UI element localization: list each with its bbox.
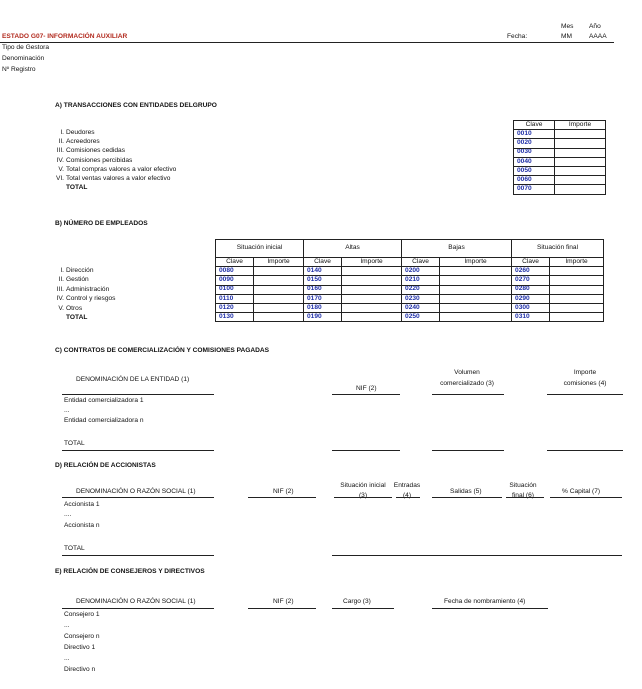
entidad-row: Entidad comercializadora 1: [64, 397, 144, 404]
importe-cell[interactable]: [555, 148, 606, 157]
clave-cell: 0010: [514, 130, 555, 139]
clave-cell: 0270: [512, 276, 550, 285]
table-row: [216, 285, 604, 294]
rule: [62, 497, 214, 498]
row-label: Acreedores: [66, 138, 100, 146]
total-label: TOTAL: [64, 545, 85, 552]
col-volumen-header: Volumen comercializado (3): [440, 369, 494, 387]
rule: [547, 394, 623, 395]
clave-cell: 0190: [304, 313, 342, 322]
clave-cell: 0110: [216, 294, 254, 303]
total-label: TOTAL: [64, 440, 85, 447]
clave-cell: 0230: [402, 294, 440, 303]
entidad-row: ...: [64, 407, 70, 414]
importe-cell[interactable]: [550, 285, 604, 294]
denominacion-label: Denominación: [2, 55, 45, 62]
consejero-row: ...: [64, 622, 70, 629]
page-title: ESTADO G07- INFORMACIÓN AUXILIAR: [2, 33, 128, 40]
col-capital-header: % Capital (7): [562, 488, 601, 495]
clave-cell: 0140: [304, 267, 342, 276]
importe-cell[interactable]: [342, 294, 402, 303]
table-row: [514, 139, 606, 148]
clave-cell: 0090: [216, 276, 254, 285]
rule: [432, 608, 548, 609]
rule: [62, 608, 214, 609]
table-row: [514, 166, 606, 175]
fecha-label: Fecha:: [507, 33, 528, 40]
row-label: TOTAL: [66, 314, 88, 321]
importe-cell[interactable]: [342, 276, 402, 285]
importe-cell[interactable]: [254, 276, 304, 285]
rule: [334, 497, 392, 498]
row-number: III.: [56, 285, 64, 293]
importe-cell[interactable]: [342, 267, 402, 276]
importe-cell[interactable]: [555, 176, 606, 185]
row-number: I.: [60, 267, 64, 274]
col-clave-header: Clave: [512, 258, 550, 267]
table-row: [216, 267, 604, 276]
rule: [550, 497, 622, 498]
rule: [432, 497, 502, 498]
clave-cell: 0260: [512, 267, 550, 276]
col-entradas-header: Entradas (4): [393, 482, 421, 499]
accionista-row: Accionista n: [64, 522, 100, 529]
clave-cell: 0070: [514, 185, 555, 194]
directivo-row: Directivo n: [64, 666, 96, 673]
clave-cell: 0200: [402, 267, 440, 276]
row-label: Dirección: [66, 267, 94, 274]
rule: [62, 394, 214, 395]
importe-cell[interactable]: [440, 313, 512, 322]
header-rule: [0, 42, 614, 43]
col-salidas-header: Salidas (5): [450, 488, 482, 495]
rule: [506, 497, 544, 498]
importe-cell[interactable]: [254, 267, 304, 276]
table-row: [216, 294, 604, 303]
table-row: [216, 276, 604, 285]
col-sit-final-header: Situación final (6): [509, 482, 537, 499]
directivo-row: ...: [64, 655, 70, 662]
importe-cell[interactable]: [550, 313, 604, 322]
clave-cell: 0280: [512, 285, 550, 294]
registro-label: Nº Registro: [2, 66, 36, 73]
row-label: Total compras valores a valor efectivo: [66, 165, 177, 173]
col-denominacion-header: DENOMINACIÓN O RAZÓN SOCIAL (1): [76, 488, 196, 495]
rule: [332, 394, 400, 395]
clave-cell: 0220: [402, 285, 440, 294]
row-label: Comisiones cedidas: [66, 147, 126, 155]
rule: [62, 555, 214, 556]
clave-cell: 0210: [402, 276, 440, 285]
anio-label: Año: [589, 23, 601, 30]
clave-cell: 0290: [512, 294, 550, 303]
clave-cell: 0170: [304, 294, 342, 303]
rule: [547, 450, 623, 451]
col-nif-header: NIF (2): [356, 385, 377, 392]
importe-cell[interactable]: [440, 276, 512, 285]
col-clave-header: Clave: [304, 258, 342, 267]
col-clave-header: Clave: [402, 258, 440, 267]
accionista-row: ....: [64, 511, 72, 518]
group-header: Situación inicial: [216, 240, 304, 258]
rule: [432, 394, 504, 395]
row-number: III.: [56, 147, 64, 155]
col-fecha-header: Fecha de nombramiento (4): [444, 598, 526, 605]
importe-cell[interactable]: [254, 285, 304, 294]
col-cargo-header: Cargo (3): [343, 598, 371, 605]
col-nif-header: NIF (2): [273, 488, 294, 495]
row-number: V.: [58, 165, 64, 173]
table-row: [514, 157, 606, 166]
col-nif-header: NIF (2): [273, 598, 294, 605]
section-e-title: E) RELACIÓN DE CONSEJEROS Y DIRECTIVOS: [55, 568, 205, 575]
clave-cell: 0240: [402, 303, 440, 312]
col-importe-header: Importe: [440, 258, 512, 267]
importe-cell[interactable]: [550, 276, 604, 285]
rule: [248, 497, 316, 498]
importe-cell[interactable]: [555, 139, 606, 148]
importe-cell[interactable]: [440, 267, 512, 276]
row-label: Otros: [66, 304, 83, 312]
col-sit-inicial-header: Situación inicial (3): [340, 482, 386, 499]
clave-cell: 0300: [512, 303, 550, 312]
table-row: [514, 185, 606, 194]
clave-cell: 0310: [512, 313, 550, 322]
section-b-table: [215, 239, 604, 322]
row-number: IV.: [56, 156, 64, 164]
col-importe-header: Importe: [254, 258, 304, 267]
rule: [332, 450, 400, 451]
importe-cell[interactable]: [555, 157, 606, 166]
rule: [332, 608, 394, 609]
col-entidad-header: DENOMINACIÓN DE LA ENTIDAD (1): [76, 376, 190, 383]
year-placeholder: AAAA: [589, 33, 607, 40]
row-label: Total ventas valores a valor efectivo: [66, 175, 171, 182]
row-label: Administración: [66, 285, 110, 293]
section-d-title: D) RELACIÓN DE ACCIONISTAS: [55, 462, 156, 469]
row-number: I.: [60, 129, 64, 136]
clave-cell: 0160: [304, 285, 342, 294]
group-header: Altas: [304, 240, 402, 258]
clave-cell: 0180: [304, 303, 342, 312]
section-c-title: C) CONTRATOS DE COMERCIALIZACIÓN Y COMISIONES PAGADAS: [55, 347, 270, 354]
importe-cell[interactable]: [555, 130, 606, 139]
clave-cell: 0080: [216, 267, 254, 276]
table-row: [514, 130, 606, 139]
importe-cell[interactable]: [550, 303, 604, 312]
col-clave-header: Clave: [216, 258, 254, 267]
clave-cell: 0050: [514, 166, 555, 175]
rule: [332, 555, 622, 556]
importe-cell[interactable]: [342, 285, 402, 294]
clave-cell: 0100: [216, 285, 254, 294]
col-importe-header: Importe comisiones (4): [563, 369, 607, 387]
clave-cell: 0120: [216, 303, 254, 312]
importe-cell[interactable]: [254, 294, 304, 303]
row-number: V.: [58, 304, 64, 312]
row-number: IV.: [56, 295, 64, 303]
directivo-row: Directivo 1: [64, 644, 96, 651]
row-label: TOTAL: [66, 184, 88, 192]
rule: [62, 450, 214, 451]
row-number: II.: [58, 138, 64, 146]
table-row: [514, 176, 606, 185]
row-number: VI.: [55, 175, 64, 182]
table-row: [216, 313, 604, 322]
row-label: Comisiones percibidas: [66, 156, 133, 164]
mes-label: Mes: [561, 23, 574, 30]
section-a-title: A) TRANSACCIONES CON ENTIDADES DELGRUPO: [55, 102, 217, 109]
table-row: [216, 303, 604, 312]
importe-cell[interactable]: [440, 294, 512, 303]
row-label: Deudores: [66, 129, 95, 136]
importe-cell[interactable]: [440, 303, 512, 312]
clave-cell: 0020: [514, 139, 555, 148]
row-number: II.: [58, 276, 64, 284]
row-label: Gestión: [66, 276, 89, 284]
clave-cell: 0040: [514, 157, 555, 166]
rule: [248, 608, 316, 609]
row-label: Control y riesgos: [66, 295, 116, 303]
accionista-row: Accionista 1: [64, 501, 100, 508]
col-denominacion-header: DENOMINACIÓN O RAZÓN SOCIAL (1): [76, 598, 196, 605]
importe-cell[interactable]: [254, 313, 304, 322]
clave-cell: 0250: [402, 313, 440, 322]
rule: [396, 497, 420, 498]
table-row: [514, 148, 606, 157]
importe-cell[interactable]: [550, 294, 604, 303]
entidad-row: Entidad comercializadora n: [64, 417, 144, 424]
importe-cell[interactable]: [254, 303, 304, 312]
importe-cell[interactable]: [342, 303, 402, 312]
clave-cell: 0060: [514, 176, 555, 185]
section-a-table: [513, 120, 606, 195]
clave-cell: 0030: [514, 148, 555, 157]
consejero-row: Consejero 1: [64, 611, 100, 618]
clave-cell: 0150: [304, 276, 342, 285]
consejero-row: Consejero n: [64, 633, 100, 640]
importe-cell[interactable]: [550, 267, 604, 276]
importe-cell[interactable]: [440, 285, 512, 294]
col-importe-header: Importe: [550, 258, 604, 267]
group-header: Situación final: [512, 240, 604, 258]
col-clave-header: Clave: [514, 121, 555, 130]
clave-cell: 0130: [216, 313, 254, 322]
importe-cell[interactable]: [555, 166, 606, 175]
group-header: Bajas: [402, 240, 512, 258]
col-importe-header: Importe: [555, 121, 606, 130]
rule: [432, 450, 504, 451]
col-importe-header: Importe: [342, 258, 402, 267]
importe-cell[interactable]: [342, 313, 402, 322]
tipo-gestora-label: Tipo de Gestora: [2, 44, 50, 51]
section-b-title: B) NÚMERO DE EMPLEADOS: [55, 220, 148, 227]
month-placeholder: MM: [561, 33, 572, 40]
importe-cell[interactable]: [555, 185, 606, 194]
